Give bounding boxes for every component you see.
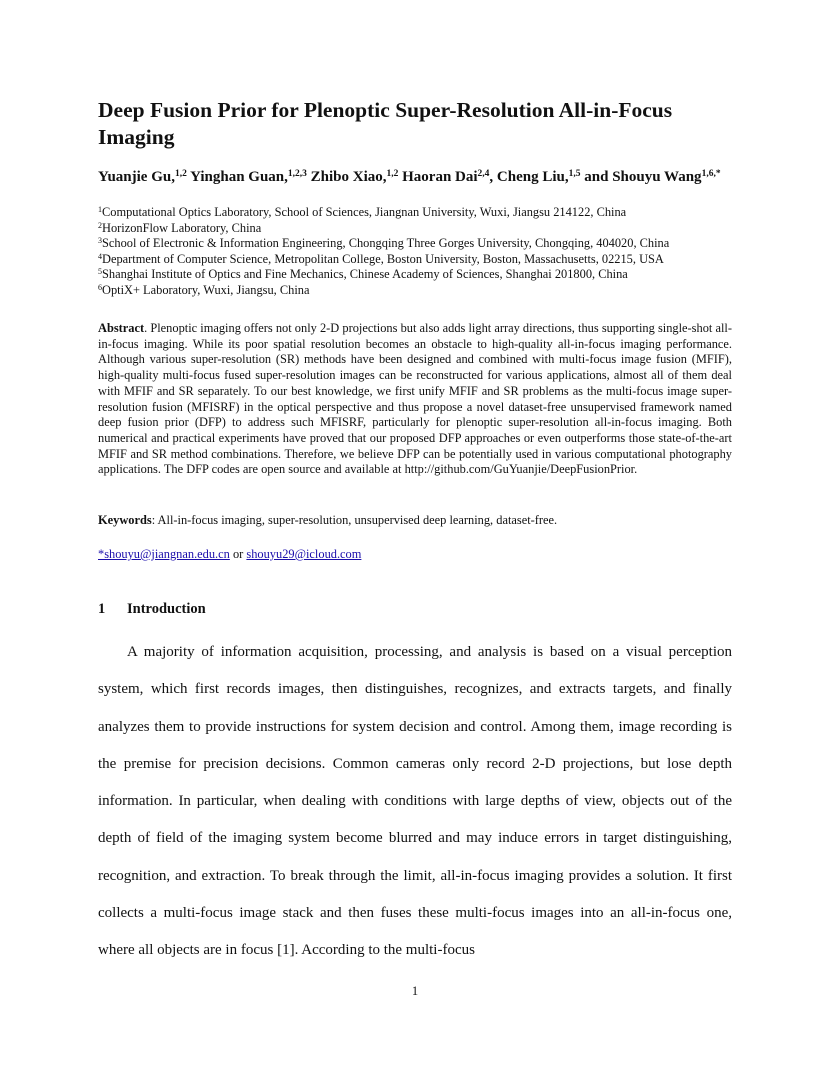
- page-number: 1: [411, 984, 419, 998]
- affiliation: [98, 252, 732, 268]
- author-name: Zhibo Xiao,: [310, 169, 387, 185]
- email-link-primary[interactable]: *shouyu@jiangnan.edu.cn: [98, 547, 230, 561]
- affiliation-mark: 1: [98, 205, 102, 214]
- affiliation-mark: 3: [98, 236, 102, 246]
- affiliation-text: Computational Optics Laboratory, School of Sciences, Jiangnan University, Wuxi, Jiangsu 214122, China: [102, 205, 627, 219]
- section-number: 1: [98, 601, 106, 617]
- author-separator: ,: [489, 169, 497, 185]
- abstract-text: . Plenoptic imaging offers not only 2-D projections but also adds light array directions, thus supporting single-shot all-in-focus imaging. While its poor spatial resolution becomes an obstacle to high-quality all-in-focus imaging performance. Although various super-resolution (SR) methods have been designed and combined with multi-focus image fusion (MFIF), high-quality multi-focus fused super-resolution images can be reconstructed for various applications, almost all of them deal with MFIF and SR separately. To our best knowledge, we first unify MFIF and SR problems as the multi-focus image super-resolution fusion (MFISRF) in the optical perspective and thus propose a novel dataset-free unsupervised framework named deep fusion prior (DFP) to address such MFISRF, particularly for plenoptic super-resolution all-in-focus imaging. Both numerical and practical experiments have proved that our proposed DFP approaches or even outperforms those state-of-the-art MFIF and SR method combinations. Therefore, we believe DFP can be potentially used in various computational photography applications. The DFP codes are open source and available at http://github.com/GuYuanjie/DeepFusionPrior.: [98, 321, 732, 477]
- author-name: Shouyu Wang: [612, 169, 702, 185]
- keywords-label: Keywords: [98, 513, 152, 527]
- affiliation-text: OptiX+ Laboratory, Wuxi, Jiangsu, China: [102, 282, 310, 297]
- affiliation-mark: 4: [98, 251, 102, 261]
- author-affiliation-mark: 1,5: [568, 169, 581, 179]
- affiliation-mark: 2: [98, 220, 102, 230]
- abstract-label: Abstract: [98, 321, 145, 335]
- email-link-secondary[interactable]: shouyu29@icloud.com: [246, 547, 362, 561]
- affiliation-mark: 6: [98, 282, 102, 292]
- author-affiliation-mark: 2,4: [477, 169, 490, 179]
- affiliation-list: [98, 205, 732, 299]
- author-affiliation-mark: 1,2: [386, 169, 399, 179]
- affiliation-text: HorizonFlow Laboratory, China: [102, 220, 262, 235]
- author-affiliation-mark: 1,2: [174, 169, 187, 179]
- keywords-text: : All-in-focus imaging, super-resolution, unsupervised deep learning, dataset-free.: [151, 513, 558, 527]
- author-separator: and: [580, 169, 613, 185]
- author-affiliation-mark: 1,6,*: [701, 169, 721, 179]
- affiliation-text: School of Electronic & Information Engineering, Chongqing Three Gorges University, Chongqing, 404020, China: [102, 236, 670, 251]
- affiliation-text: Shanghai Institute of Optics and Fine Mechanics, Chinese Academy of Sciences, Shanghai 201800, China: [102, 267, 628, 282]
- contact-emails: [98, 546, 732, 562]
- author-affiliation-mark: 1,2,3: [287, 169, 307, 179]
- affiliation: [98, 267, 732, 283]
- author-name: Haoran Dai: [402, 169, 478, 185]
- email-separator: or: [229, 547, 247, 561]
- section-heading: [98, 600, 206, 618]
- affiliation: [98, 221, 732, 237]
- author-name: Yuanjie Gu,: [98, 169, 175, 185]
- affiliation: [98, 236, 732, 252]
- abstract: [98, 321, 732, 478]
- author-name: Cheng Liu,: [496, 169, 569, 185]
- keywords: [98, 512, 732, 528]
- author-list: [98, 168, 732, 187]
- affiliation: [98, 205, 732, 221]
- section-title: Introduction: [127, 601, 206, 617]
- paper-title: Deep Fusion Prior for Plenoptic Super-Resolution All-in-Focus Imaging: [98, 98, 673, 149]
- intro-paragraph: A majority of information acquisition, processing, and analysis is based on a visual perception system, which first records images, then distinguishes, recognizes, and extracts targets, and finally analyzes them to provide instructions for system decision and control. Among them, image recording is the premise for precision decisions. Common cameras only record 2-D projections, but lose depth information. In particular, when dealing with conditions with large depths of view, objects out of the depth of field of the imaging system become blurred and may induce errors in target distinguishing, recognition, and extraction. To break through the limit, all-in-focus imaging provides a solution. It first collects a multi-focus image stack and then fuses these multi-focus images into an all-in-focus one, where all objects are in focus [1]. According to the multi-focus: [98, 644, 732, 959]
- affiliation-mark: 5: [98, 267, 102, 277]
- affiliation-text: Department of Computer Science, Metropolitan College, Boston University, Boston, Massachusetts, 02215, USA: [102, 251, 664, 266]
- author-name: Yinghan Guan,: [190, 169, 288, 185]
- affiliation: [98, 283, 732, 299]
